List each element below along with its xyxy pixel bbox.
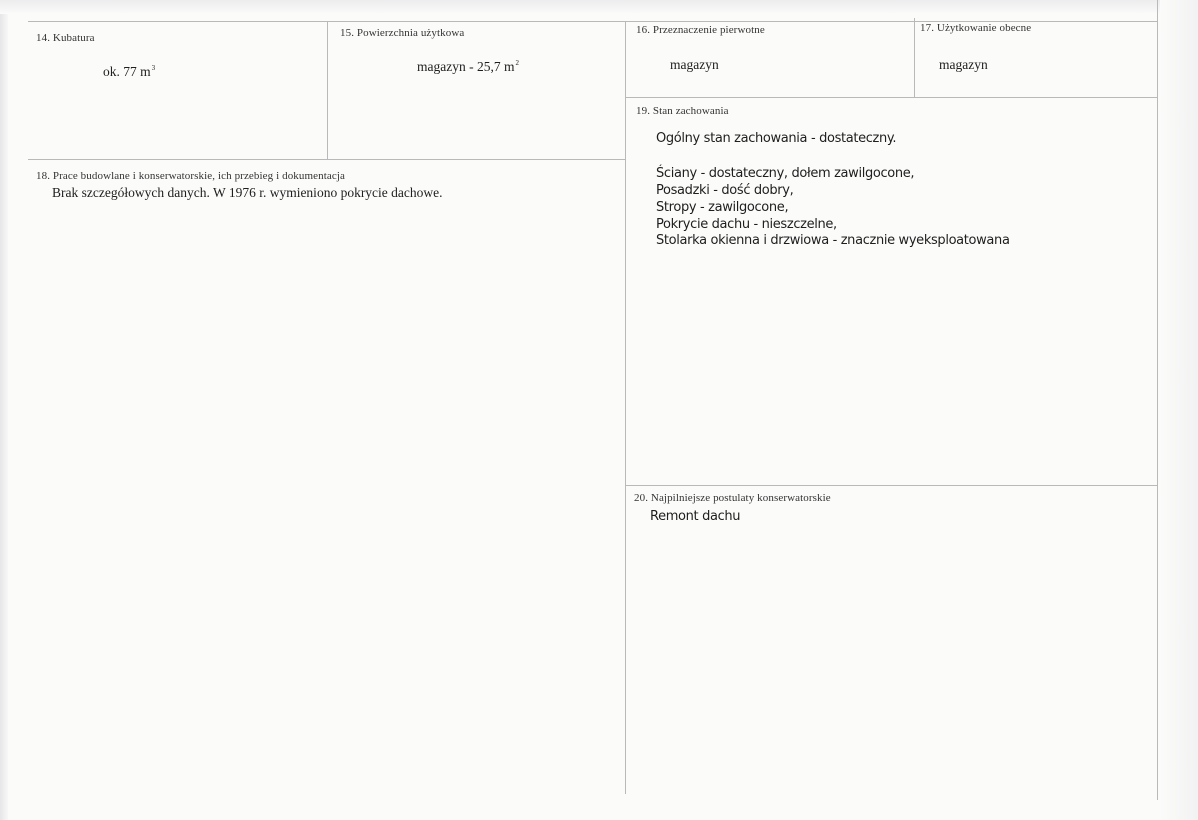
field-19-line: Posadzki - dość dobry, (656, 183, 794, 198)
field-16-value: magazyn (670, 57, 719, 72)
divider-row1-left (28, 159, 626, 160)
field-15-value-text: magazyn - 25,7 m (417, 59, 515, 74)
field-14-value-text: ok. 77 m (103, 64, 151, 79)
divider-row1-right (626, 97, 1158, 98)
field-14-label: 14. Kubatura (36, 32, 95, 44)
field-14-value-unit-exp: 3 (151, 64, 156, 72)
field-17-value: magazyn (939, 57, 988, 72)
scan-edge-top (0, 0, 1198, 14)
right-border (1157, 0, 1158, 800)
divider-16-17 (914, 18, 915, 98)
field-15-label: 15. Powierzchnia użytkowa (340, 27, 465, 39)
field-19-line: Ściany - dostateczny, dołem zawilgocone, (656, 166, 915, 181)
scan-edge-left (0, 0, 8, 820)
field-20-label: 20. Najpilniejsze postulaty konserwatorskie (634, 492, 831, 504)
field-19-line: Stropy - zawilgocone, (656, 200, 789, 215)
scan-edge-right (1160, 0, 1198, 820)
field-14-value (103, 64, 155, 80)
field-18-label: 18. Prace budowlane i konserwatorskie, ich przebieg i dokumentacja (36, 170, 345, 182)
field-15-value-unit-exp: 2 (515, 59, 519, 67)
divider-14-15 (327, 22, 328, 160)
field-19-line: Pokrycie dachu - nieszczelne, (656, 217, 837, 232)
field-15-value (417, 59, 519, 75)
field-16-label: 16. Przeznaczenie pierwotne (636, 24, 765, 36)
field-20-value: Remont dachu (650, 509, 741, 524)
divider-19-20 (626, 485, 1157, 486)
field-19-summary: Ogólny stan zachowania - dostateczny. (656, 131, 897, 146)
field-17-label: 17. Użytkowanie obecne (920, 22, 1032, 34)
field-18-value: Brak szczegółowych danych. W 1976 r. wymieniono pokrycie dachowe. (52, 185, 443, 200)
field-19-line: Stolarka okienna i drzwiowa - znacznie wyeksploatowana (656, 233, 1010, 248)
field-19-label: 19. Stan zachowania (636, 105, 729, 117)
divider-15-16 (625, 22, 626, 794)
